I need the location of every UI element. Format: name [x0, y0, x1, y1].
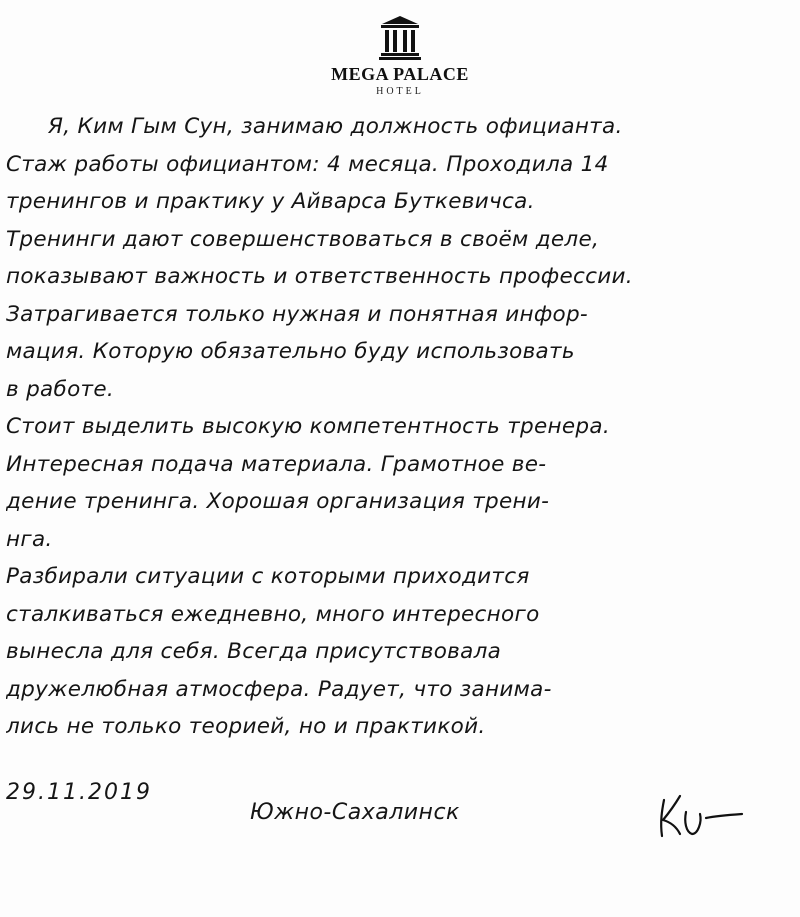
letter-line: Тренинги дают совершенствоваться в своём деле, — [6, 226, 600, 252]
letter-line: Разбирали ситуации с которыми приходится — [6, 564, 530, 589]
letter-line: в работе. — [6, 376, 115, 402]
letter-line: сталкиваться ежедневно, много интересного — [6, 601, 540, 627]
letter-line: Я, Ким Гым Сун, занимаю должность официанта. — [48, 114, 623, 139]
letter-line: тренингов и практику у Айварса Буткевичса. — [6, 189, 535, 214]
letter-line: Стаж работы официантом: 4 месяца. Проходила 14 — [6, 151, 609, 177]
letter-line: Интересная подача материала. Грамотное ве- — [6, 451, 547, 477]
brand-subtitle: HOTEL — [376, 86, 424, 97]
letter-date: 29.11.2019 — [6, 780, 152, 805]
letter-line: вынесла для себя. Всегда присутствовала — [6, 639, 502, 664]
letter-line: показывают важность и ответственность профессии. — [6, 264, 633, 289]
brand-name: MEGA PALACE — [331, 64, 469, 84]
letter-line: Затрагивается только нужная и понятная инфор- — [6, 301, 588, 327]
handwritten-letter — [6, 108, 796, 746]
letter-city: Южно-Сахалинск — [250, 800, 460, 825]
handwritten-signature — [650, 792, 750, 842]
letter-line: нга. — [6, 526, 53, 552]
letter-line: лись не только теорией, но и практикой. — [6, 714, 486, 739]
letter-line: дение тренинга. Хорошая организация трени- — [6, 489, 550, 514]
letter-line: Стоит выделить высокую компетентность тренера. — [6, 414, 610, 439]
letterhead — [0, 14, 800, 97]
palace-columns-icon — [378, 14, 422, 60]
letter-line: дружелюбная атмосфера. Радует, что занима- — [6, 676, 552, 702]
letter-line: мация. Которую обязательно буду использовать — [6, 339, 575, 364]
